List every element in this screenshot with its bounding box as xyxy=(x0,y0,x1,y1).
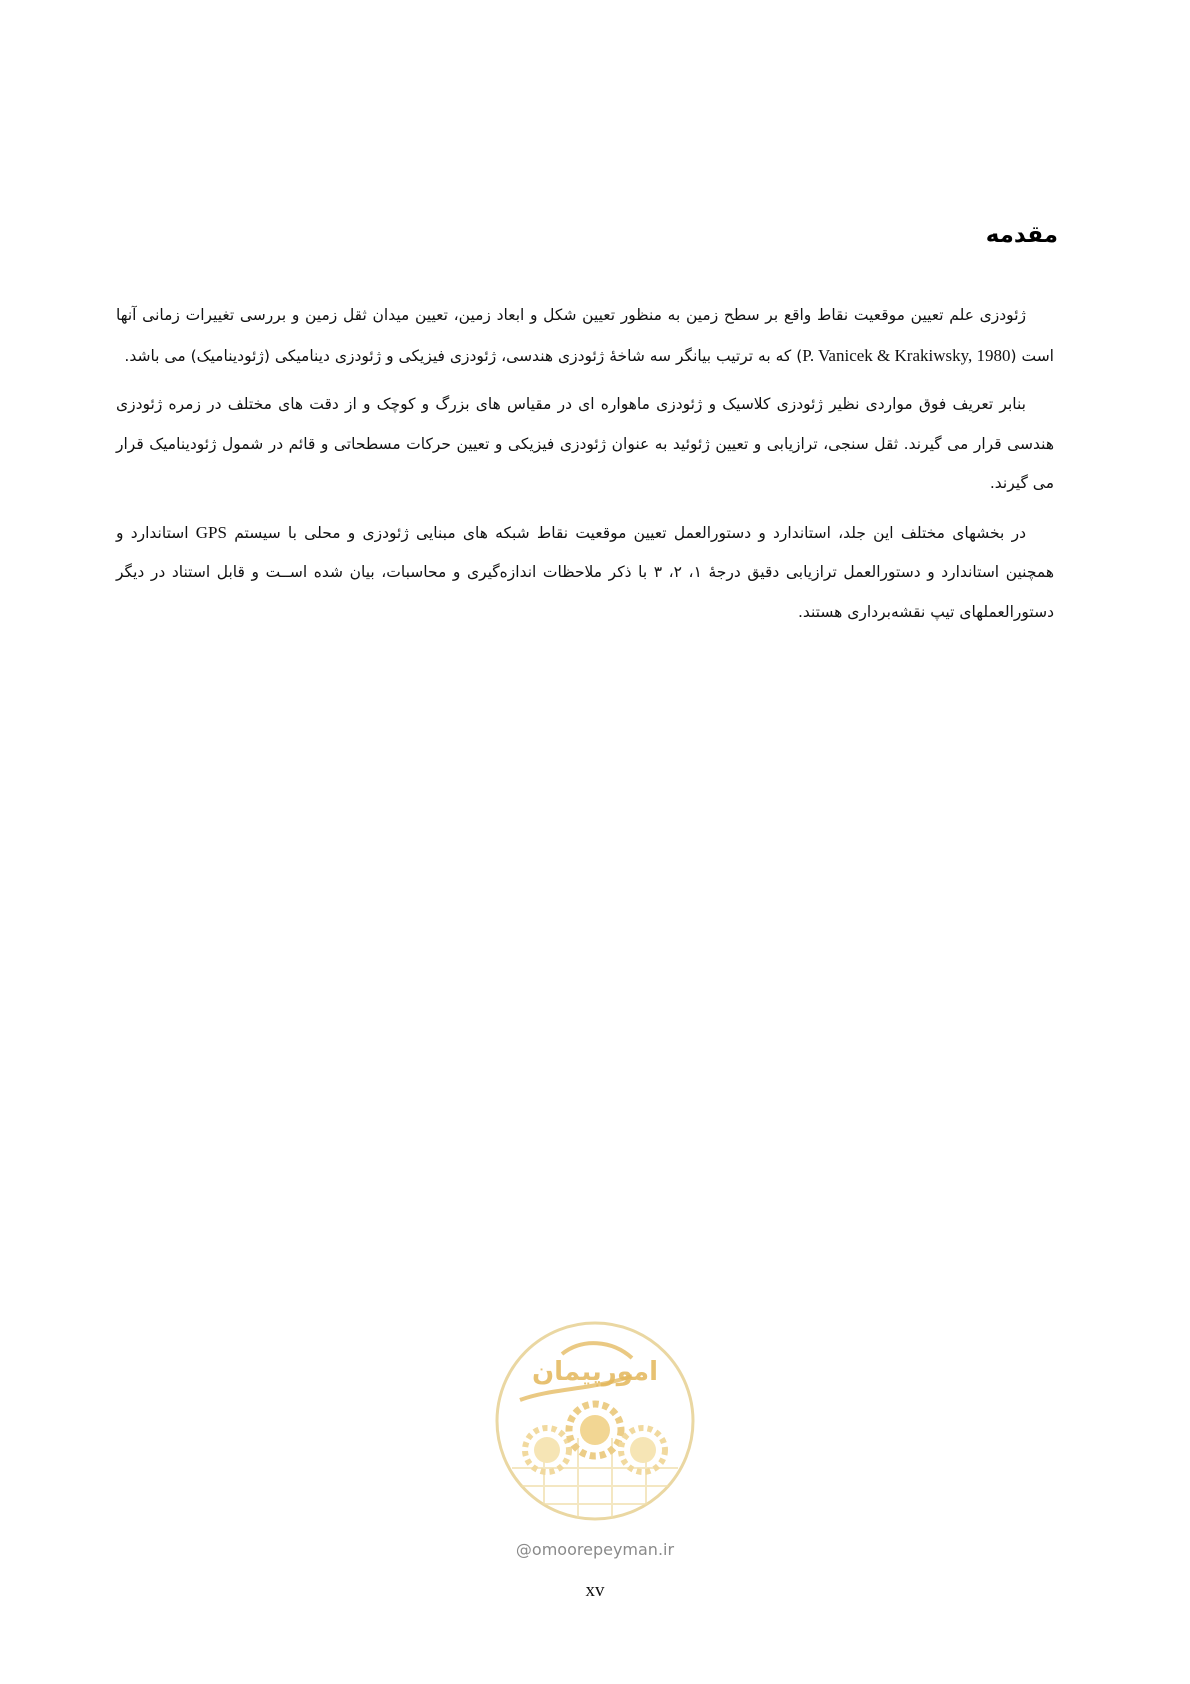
body-text xyxy=(116,296,1054,641)
watermark-logo xyxy=(492,1318,698,1524)
paragraph-3-text-end: استاندارد و همچنین استاندارد و دستورالعمل ترازیابی دقیق درجهٔ ۱، ۲، ۳ با ذکر ملاحظات اندازه‌گیری و محاسبات، بیان شده اســت و قابل استناد در دیگر دستورالعملهای تیپ نقشه‌برداری هستند. xyxy=(116,523,1054,621)
watermark-url: @omoorepeyman.ir xyxy=(515,1540,675,1559)
paragraph-3-text-start: در بخشهای مختلف این جلد، استاندارد و دستورالعمل تعیین موقعیت نقاط شبکه های مبنایی ژئودزی و محلی با سیستم xyxy=(226,523,1026,542)
paragraph-1-text-start: ژئودزی علم تعیین موقعیت نقاط واقع بر سطح زمین به منظور تعیین شکل و ابعاد زمین، تعیین میدان ثقل زمین و بررسی تغییرات زمانی آنها است ( xyxy=(116,306,1054,365)
citation-vanicek: P. Vanicek & Krakiwsky, 1980 xyxy=(802,345,1011,365)
paragraph-2: بنابر تعریف فوق مواردی نظیر ژئودزی کلاسیک و ژئودزی ماهواره ای در مقیاس های بزرگ و کوچک و از دقت های مختلف در زمره ژئودزی هندسی قرار می گیرند. ثقل سنجی، ترازیابی و تعیین ژئوئید به عنوان ژئودزی فیزیکی و تعیین حرکات مسطحاتی و قائم در شمول ژئودینامیک قرار می گیرند. xyxy=(116,395,1054,492)
paragraph-3 xyxy=(116,513,1054,633)
paragraph-1 xyxy=(116,296,1054,376)
gps-term: GPS xyxy=(195,522,227,542)
logo-lettering: امورپیمان xyxy=(531,1357,659,1387)
paragraph-1-text-end: ) که به ترتیب بیانگر سه شاخهٔ ژئودزی هندسی، ژئودزی فیزیکی و ژئودزی دینامیکی (ژئودینامیک) می باشد. xyxy=(124,346,803,365)
section-heading: مقدمه xyxy=(985,222,1058,248)
page-number: xv xyxy=(585,1580,605,1601)
